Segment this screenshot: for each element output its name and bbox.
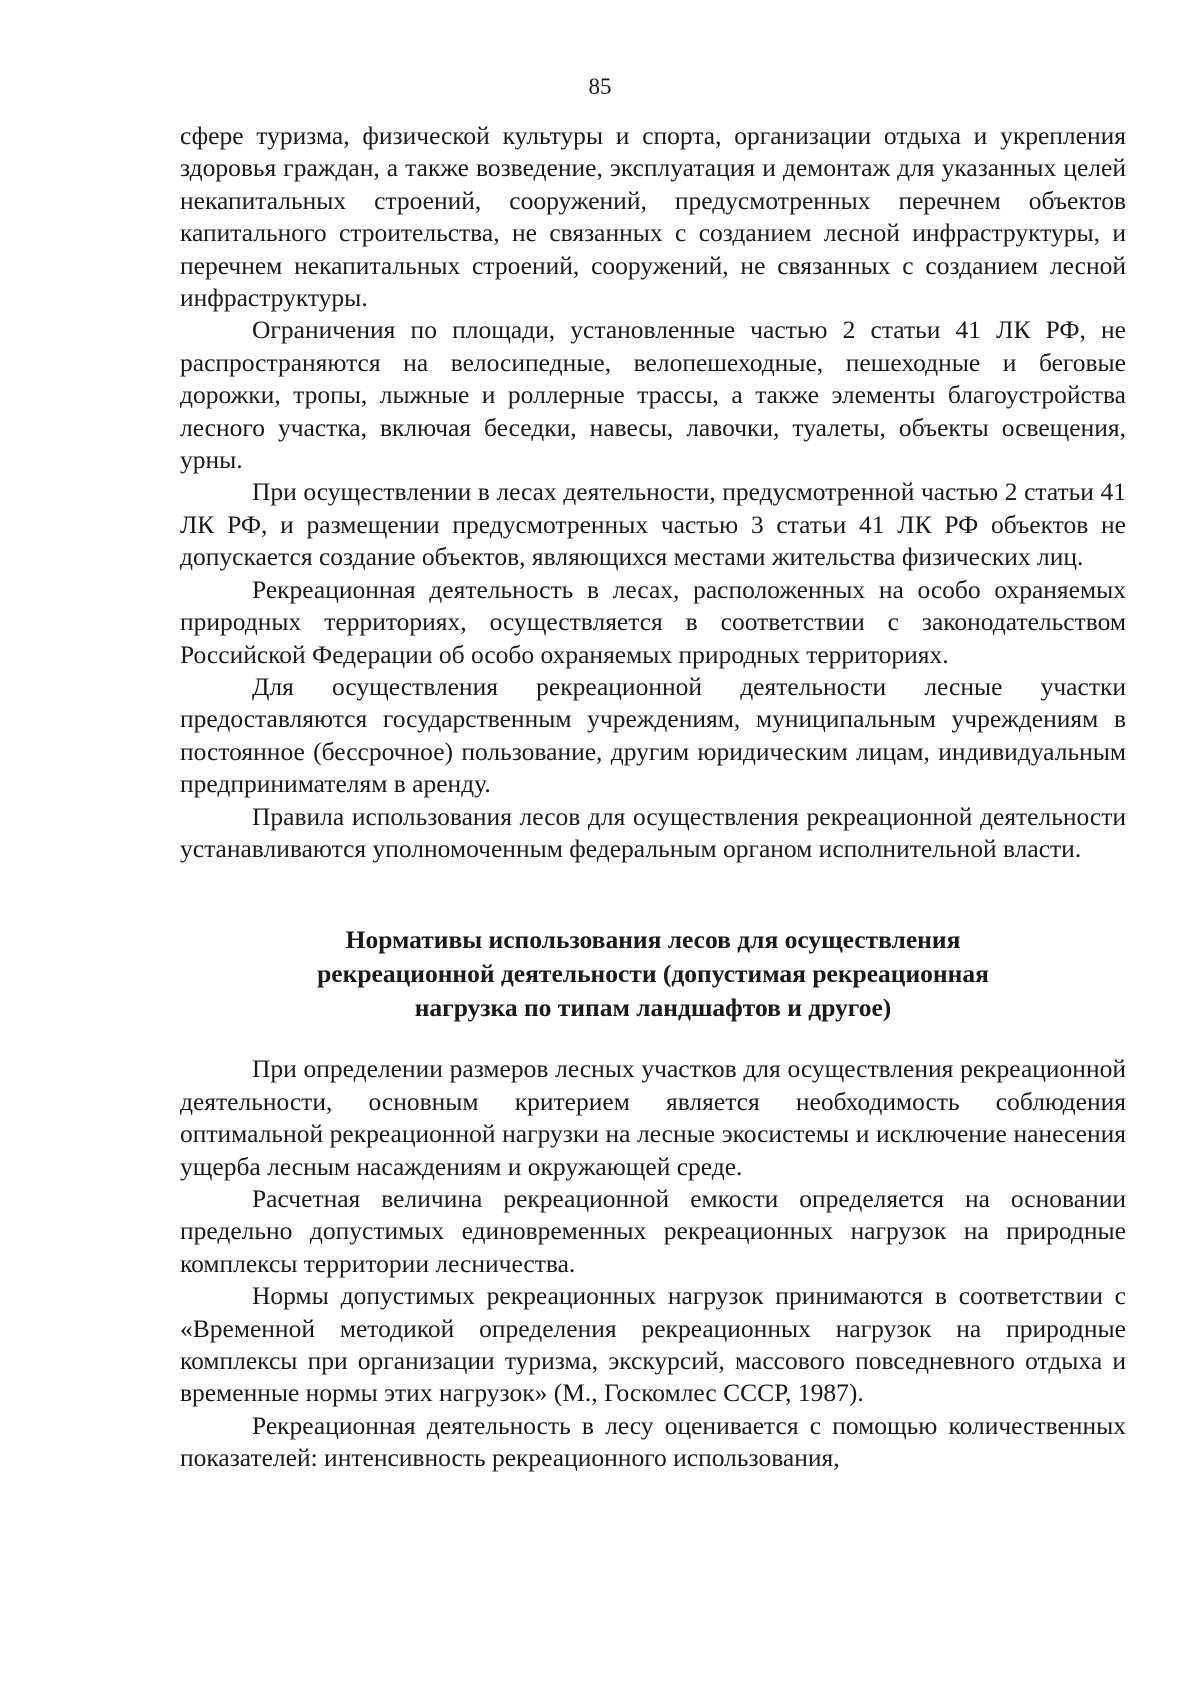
paragraph: Для осуществления рекреационной деятельности лесные участки предоставляются государственным учреждениям, муниципальным учреждениям в постоянное (бессрочное) пользование, другим юридическим лицам, индивидуальным предпринимателям в аренду. (180, 671, 1126, 799)
paragraph: При осуществлении в лесах деятельности, предусмотренной частью 2 статьи 41 ЛК РФ, и размещении предусмотренных частью 3 статьи 41 ЛК РФ объектов не допускается создание объектов, являющихся местами жительства физических лиц. (180, 477, 1126, 572)
paragraph: Рекреационная деятельность в лесах, расположенных на особо охраняемых природных территориях, осуществляется в соответствии с законодательством Российской Федерации об особо охраняемых природных территориях. (180, 574, 1126, 669)
paragraph: При определении размеров лесных участков для осуществления рекреационной деятельности, основным критерием является необходимость соблюдения оптимальной рекреационной нагрузки на лесные экосистемы и исключение нанесения ущерба лесным насаждениям и окружающей среде. (180, 1054, 1126, 1181)
paragraph: сфере туризма, физической культуры и спорта, организации отдыха и укрепления здоровья граждан, а также возведение, эксплуатация и демонтаж для указанных целей некапитальных строений, сооружений, предусмотренных перечнем объектов капитального строительства, не связанных с созданием лесной инфраструктуры, и перечнем некапитальных строений, сооружений, не связанных с созданием лесной инфраструктуры. (180, 121, 1126, 313)
paragraph: Расчетная величина рекреационной емкости определяется на основании предельно допустимых единовременных рекреационных нагрузок на природные комплексы территории лесничества. (180, 1183, 1126, 1278)
paragraph: Ограничения по площади, установленные частью 2 статьи 41 ЛК РФ, не распространяются на велосипедные, велопешеходные, пешеходные и беговые дорожки, тропы, лыжные и роллерные трассы, а также элементы благоустройства лесного участка, включая беседки, навесы, лавочки, туалеты, объекты освещения, урны. (180, 315, 1126, 475)
paragraph: Нормы допустимых рекреационных нагрузок принимаются в соответствии с «Временной методикой определения рекреационных нагрузок на природные комплексы при организации туризма, экскурсий, массового повседневного отдыха и временные нормы этих нагрузок» (М., Госкомлес СССР, 1987). (180, 1281, 1126, 1408)
page-number: 85 (588, 74, 612, 99)
paragraph: Рекреационная деятельность в лесу оценивается с помощью количественных показателей: интенсивность рекреационного использования, (180, 1410, 1126, 1473)
section-heading-line: нагрузка по типам ландшафтов и другое) (414, 993, 892, 1023)
section-heading-line: рекреационной деятельности (допустимая рекреационная (317, 959, 989, 989)
section-heading-line: Нормативы использования лесов для осуществления (345, 925, 961, 955)
paragraph: Правила использования лесов для осуществления рекреационной деятельности устанавливаются уполномоченным федеральным органом исполнительной власти. (180, 801, 1126, 863)
body-text (180, 120, 1126, 1475)
section-heading (180, 923, 1126, 1025)
